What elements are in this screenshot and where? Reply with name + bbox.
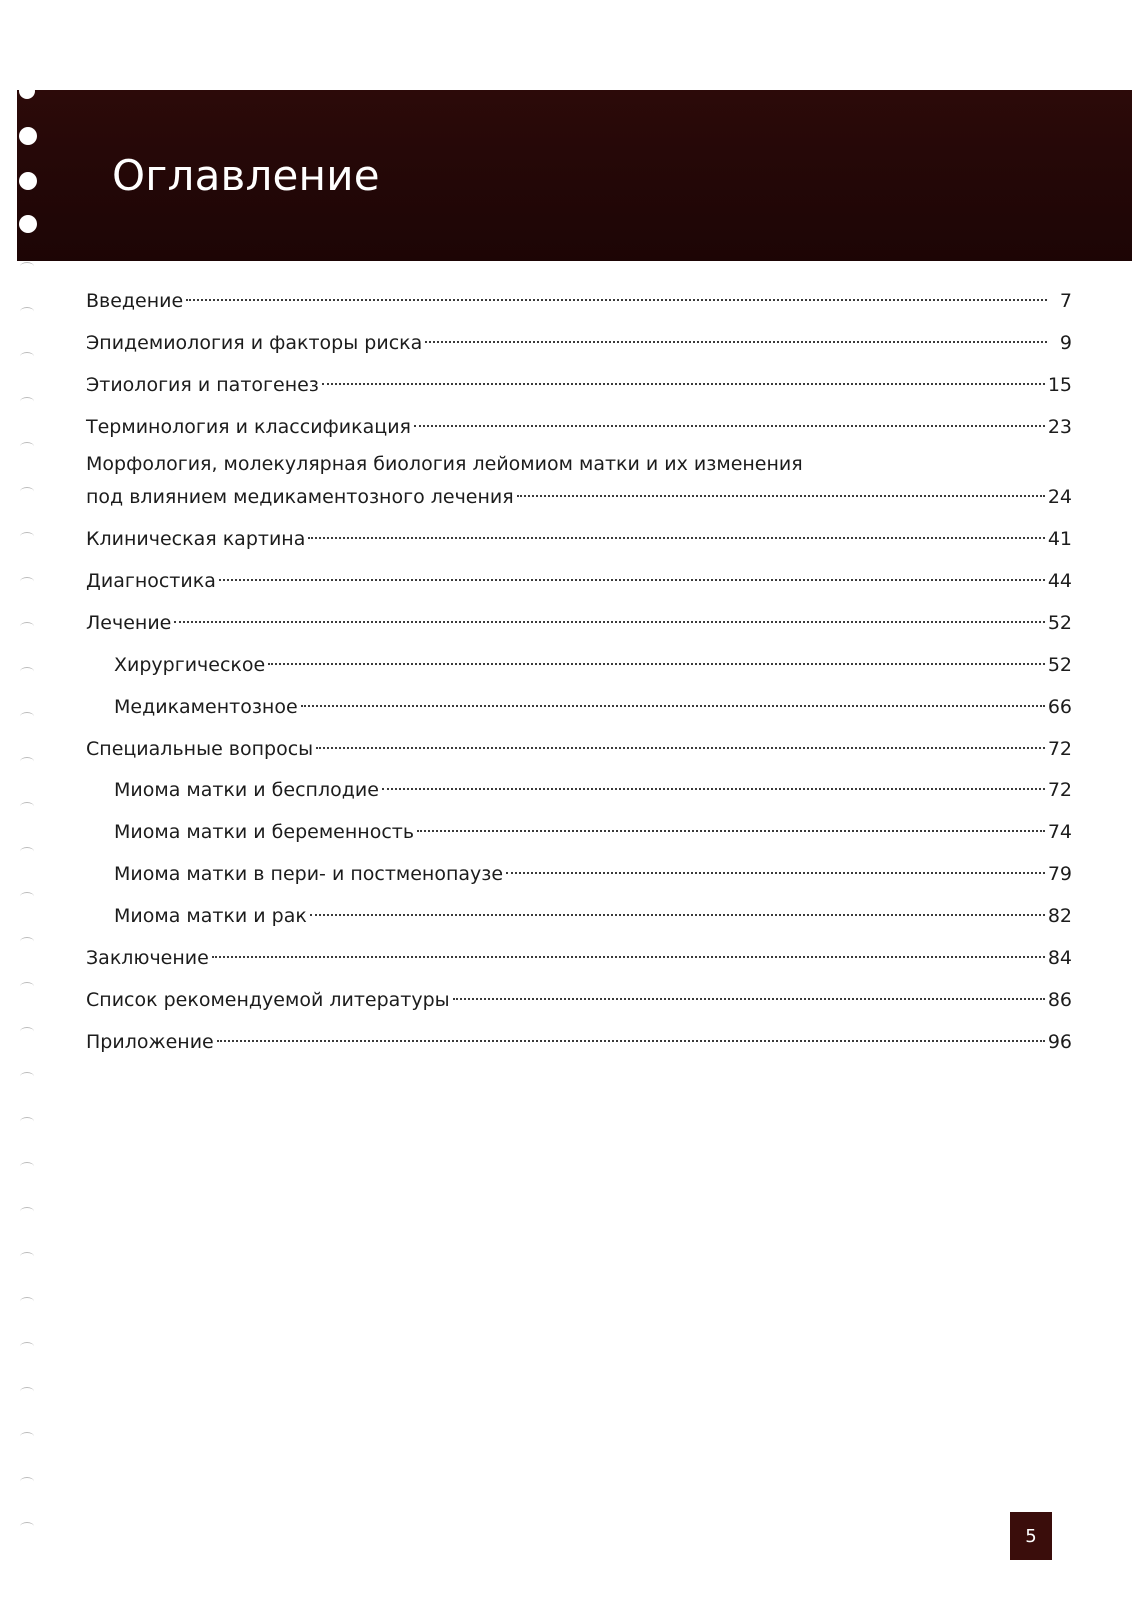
binding-mark — [20, 1252, 34, 1261]
toc-entry-title: Терминология и классификация — [86, 416, 411, 438]
toc-entry-title: Введение — [86, 290, 184, 312]
toc-entry[interactable] — [86, 407, 1072, 440]
toc-leader-dots — [308, 519, 1044, 545]
toc-entry[interactable] — [86, 281, 1072, 314]
binding-mark — [20, 667, 34, 676]
page-title: Оглавление — [112, 151, 380, 200]
binding-mark — [20, 307, 34, 316]
toc-entry-page: 72 — [1047, 738, 1072, 760]
toc-entry-page: 84 — [1047, 947, 1072, 969]
toc-entry-title: Хирургическое — [114, 654, 266, 676]
toc-leader-dots — [186, 281, 1047, 307]
toc-subentry[interactable] — [114, 645, 1072, 678]
toc-entry-title: Приложение — [86, 1031, 214, 1053]
toc-entry-title: Медикаментозное — [114, 696, 298, 718]
binding-mark — [20, 712, 34, 721]
binding-mark — [20, 1432, 34, 1441]
toc-leader-dots — [417, 812, 1045, 838]
toc-leader-dots — [301, 687, 1045, 713]
binding-mark — [20, 892, 34, 901]
toc-leader-dots — [212, 938, 1045, 964]
toc-entry-page: 74 — [1047, 821, 1072, 843]
toc-entry[interactable] — [86, 561, 1072, 594]
binding-mark — [20, 1207, 34, 1216]
toc-entry-title: Диагностика — [86, 570, 216, 592]
toc-entry-page: 79 — [1047, 863, 1072, 885]
toc-entry[interactable] — [86, 938, 1072, 971]
binding-mark — [20, 577, 34, 586]
toc-entry-page: 82 — [1047, 905, 1072, 927]
binding-mark — [20, 532, 34, 541]
binding-mark — [20, 1342, 34, 1351]
toc-leader-dots — [268, 645, 1045, 671]
toc-subentry[interactable] — [114, 896, 1072, 929]
toc-entry[interactable] — [86, 729, 1072, 762]
binding-mark — [20, 622, 34, 631]
toc-entry-title: Специальные вопросы — [86, 738, 314, 760]
binding-mark — [20, 757, 34, 766]
toc-entry-title: Миома матки и бесплодие — [114, 779, 379, 801]
toc-entry[interactable] — [86, 323, 1072, 356]
toc-entry-page: 7 — [1059, 290, 1072, 312]
toc-entry-page: 23 — [1047, 416, 1072, 438]
binding-mark — [20, 262, 34, 271]
toc-entry-page: 15 — [1047, 374, 1072, 396]
toc-entry-page: 72 — [1047, 779, 1072, 801]
binding-mark — [20, 1297, 34, 1306]
binding-mark — [20, 1027, 34, 1036]
toc-entry[interactable] — [86, 365, 1072, 398]
binding-hole — [19, 172, 37, 190]
toc-entry[interactable] — [86, 477, 1072, 510]
page-number: 5 — [1010, 1512, 1052, 1560]
binding-hole — [19, 215, 37, 233]
binding-mark — [20, 1522, 34, 1531]
toc-leader-dots — [453, 980, 1045, 1006]
toc-entry-title: Этиология и патогенез — [86, 374, 319, 396]
toc-subentry[interactable] — [114, 812, 1072, 845]
toc-leader-dots — [174, 603, 1044, 629]
binding-mark — [20, 442, 34, 451]
toc-entry-page: 52 — [1047, 612, 1072, 634]
toc-entry-title: Лечение — [86, 612, 172, 634]
toc-entry-title: Миома матки в пери- и постменопаузе — [114, 863, 504, 885]
binding-mark — [20, 937, 34, 946]
toc-subentry[interactable] — [114, 770, 1072, 803]
toc-entry[interactable] — [86, 603, 1072, 636]
toc-entry-title: Миома матки и рак — [114, 905, 307, 927]
toc-entry[interactable] — [86, 1022, 1072, 1055]
toc-entry-page: 41 — [1047, 528, 1072, 550]
toc-leader-dots — [219, 561, 1045, 587]
toc-entry-title-line1: Морфология, молекулярная биология лейомиом матки и их изменения — [86, 453, 803, 475]
binding-mark — [20, 397, 34, 406]
binding-mark — [20, 1387, 34, 1396]
toc-entry-page: 44 — [1047, 570, 1072, 592]
toc-leader-dots — [316, 729, 1045, 755]
toc-entry-page: 52 — [1047, 654, 1072, 676]
toc-leader-dots — [506, 854, 1045, 880]
toc-leader-dots — [382, 770, 1045, 796]
toc-leader-dots — [217, 1022, 1045, 1048]
binding-mark — [20, 1117, 34, 1126]
toc-leader-dots — [414, 407, 1045, 433]
binding-mark — [20, 352, 34, 361]
binding-mark — [20, 847, 34, 856]
toc-subentry[interactable] — [114, 687, 1072, 720]
toc-entry-page: 96 — [1047, 1031, 1072, 1053]
toc-entry[interactable] — [86, 519, 1072, 552]
toc-leader-dots — [517, 477, 1045, 503]
toc-entry-page: 86 — [1047, 989, 1072, 1011]
toc-entry-title-line2: под влиянием медикаментозного лечения — [86, 486, 514, 508]
binding-mark — [20, 1162, 34, 1171]
toc-entry-first-line[interactable] — [86, 451, 1072, 477]
toc-entry-title: Эпидемиология и факторы риска — [86, 332, 423, 354]
binding-hole — [19, 83, 35, 99]
toc-entry-title: Список рекомендуемой литературы — [86, 989, 450, 1011]
binding-mark — [20, 982, 34, 991]
toc-entry-page: 24 — [1047, 486, 1072, 508]
toc-leader-dots — [425, 323, 1047, 349]
toc-entry-title: Миома матки и беременность — [114, 821, 415, 843]
binding-mark — [20, 487, 34, 496]
binding-hole — [19, 127, 37, 145]
toc-entry-page: 9 — [1059, 332, 1072, 354]
toc-entry[interactable] — [86, 980, 1072, 1013]
toc-entry-title: Клиническая картина — [86, 528, 306, 550]
toc-entry-page: 66 — [1047, 696, 1072, 718]
binding-mark — [20, 1072, 34, 1081]
toc-subentry[interactable] — [114, 854, 1072, 887]
toc-entry-title: Заключение — [86, 947, 209, 969]
toc-leader-dots — [310, 896, 1045, 922]
toc-leader-dots — [322, 365, 1045, 391]
binding-mark — [20, 1477, 34, 1486]
binding-mark — [20, 802, 34, 811]
